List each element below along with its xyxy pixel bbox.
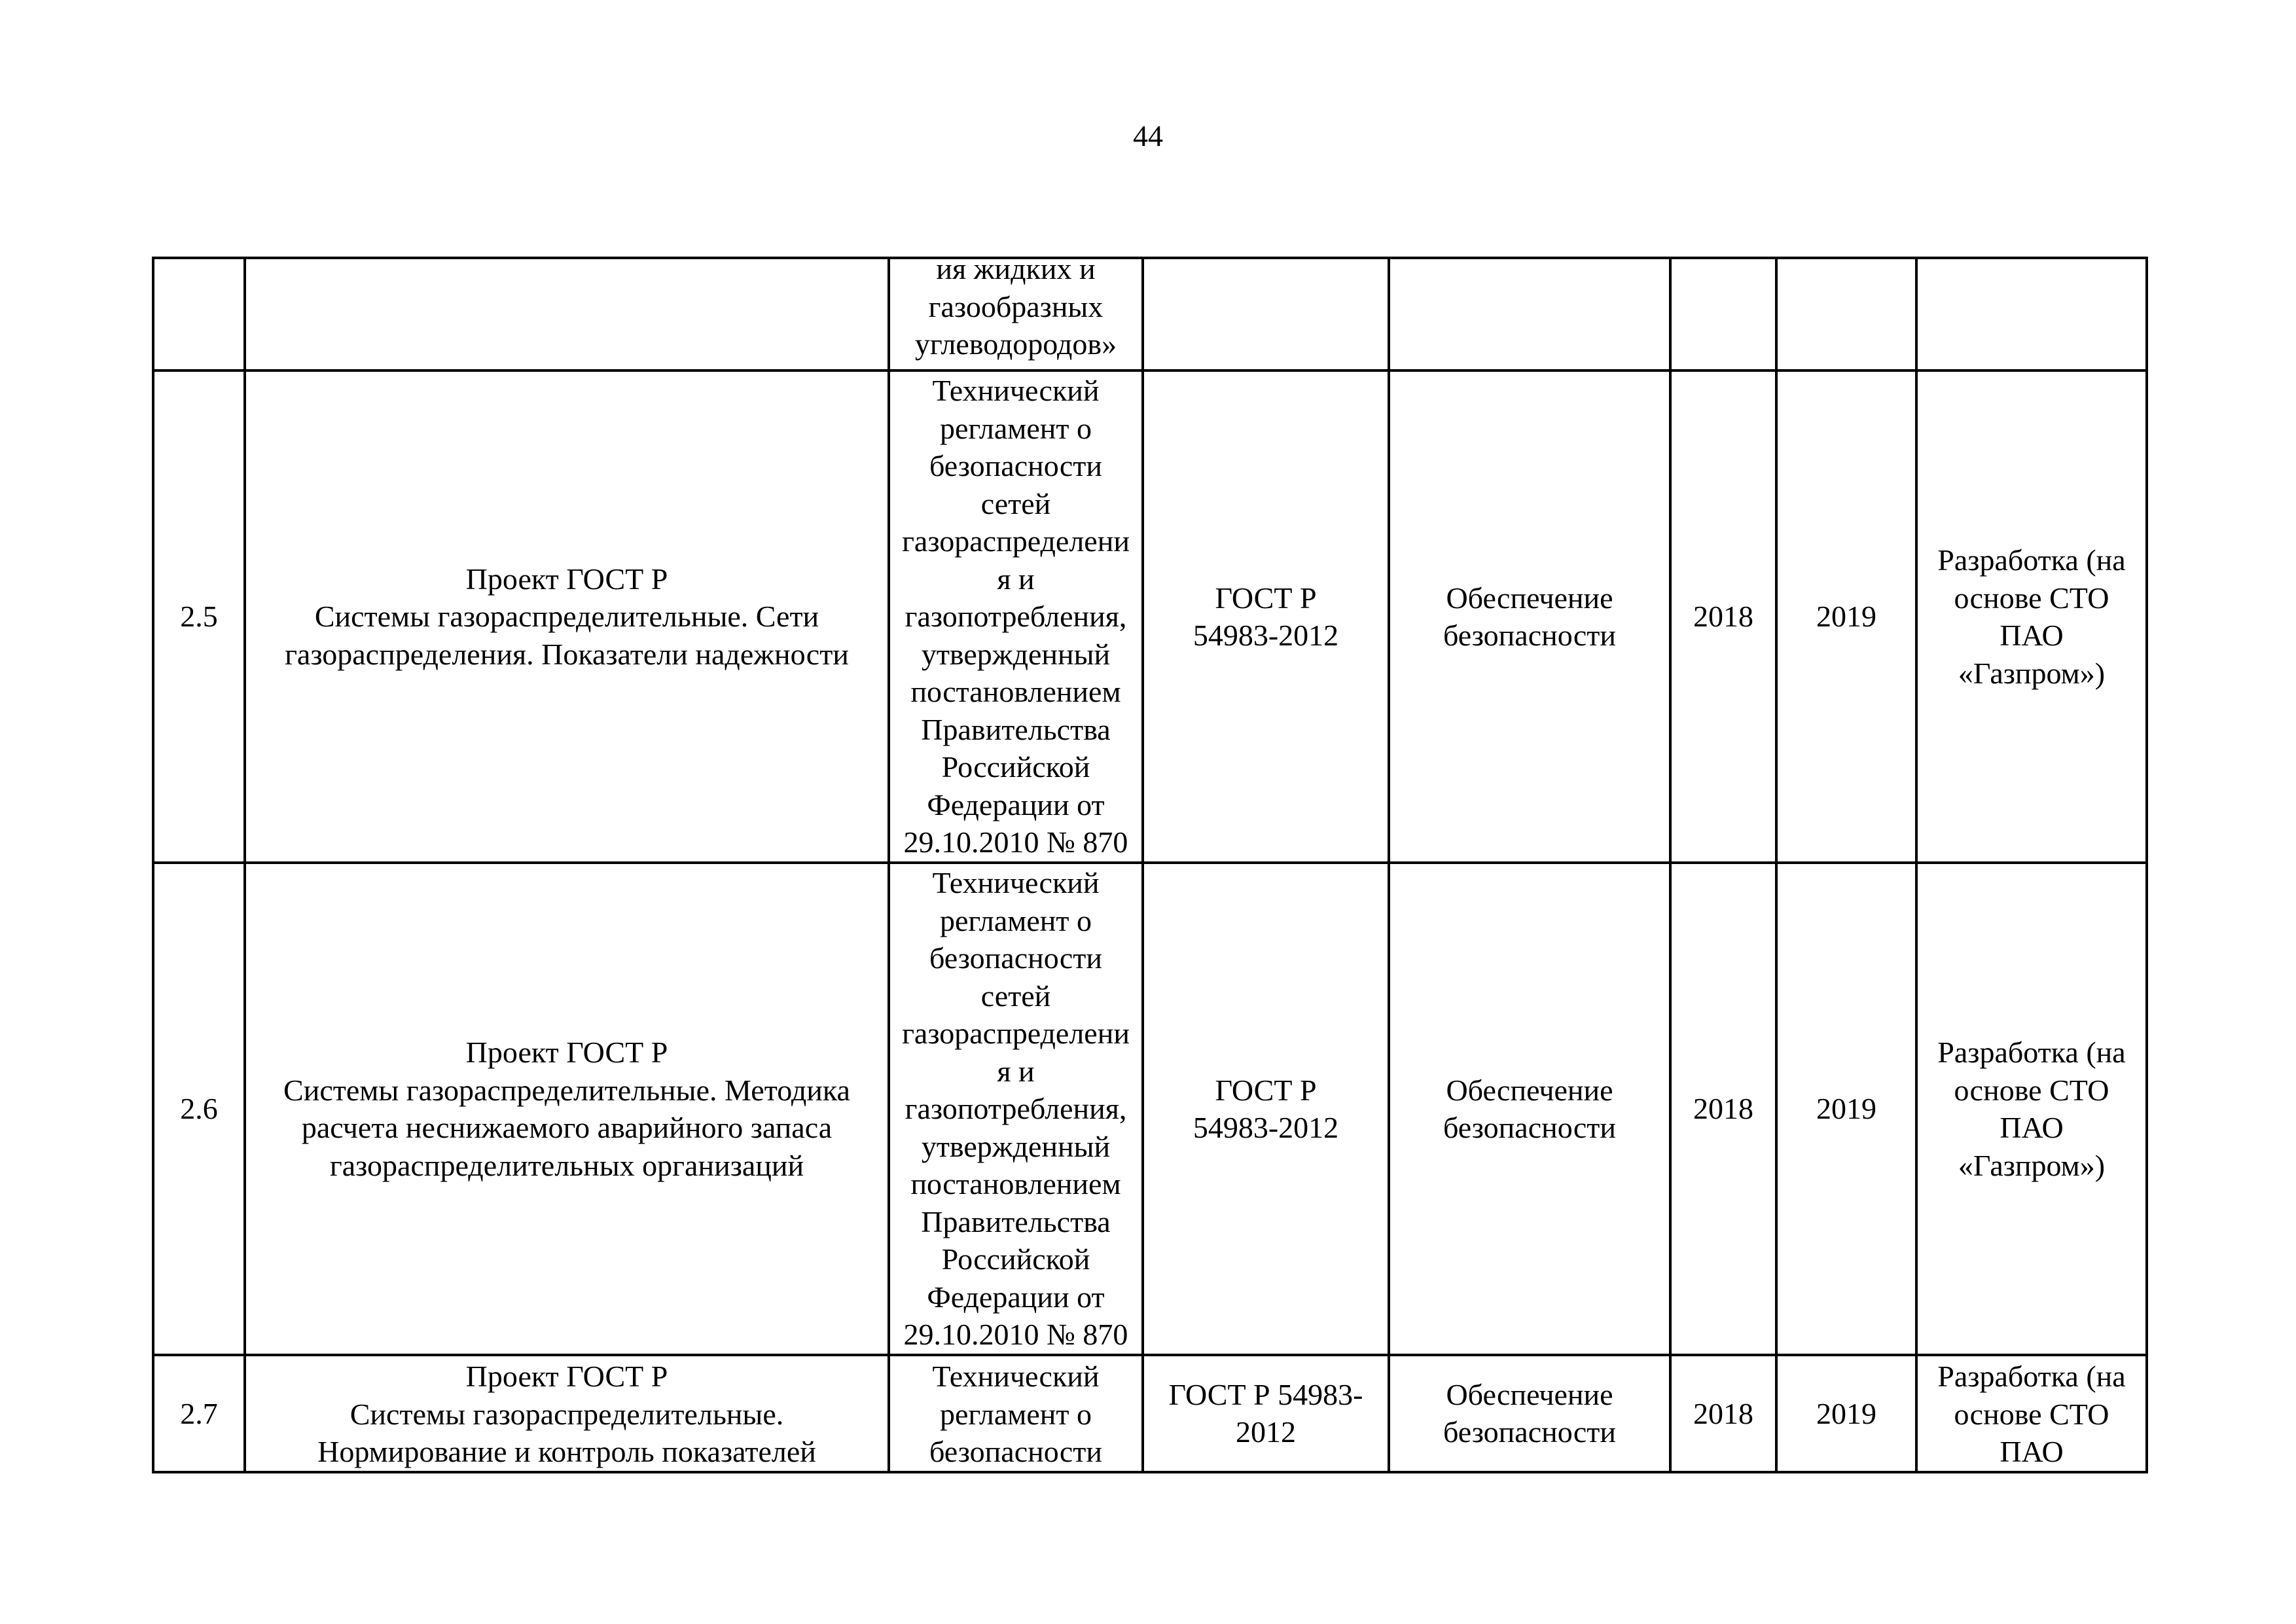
standards-table [152, 257, 2148, 1473]
cell-end-year: 2019 [1776, 1355, 1916, 1472]
regulation-line: газопотребления, [905, 600, 1127, 634]
standard-line: ГОСТ Р [1215, 1073, 1317, 1107]
standard-line: ГОСТ Р [1215, 581, 1317, 615]
purpose-line: безопасности [1443, 1111, 1617, 1144]
cell-basis [1916, 370, 2147, 863]
regulation-line: постановлением [910, 675, 1121, 709]
regulation-line: безопасности [929, 941, 1103, 975]
page-number: 44 [1133, 119, 1163, 153]
regulation-line: сетей [980, 979, 1051, 1013]
cell-title [245, 863, 889, 1355]
cell-regulation [889, 370, 1143, 863]
purpose-line: Обеспечение [1446, 1073, 1613, 1107]
cell-basis [1916, 863, 2147, 1355]
title-line: расчета неснижаемого аварийного запаса [301, 1111, 833, 1144]
regulation-line: я и [997, 562, 1035, 596]
regulation-line: я и [997, 1054, 1035, 1088]
title-line: Системы газораспределительные. [350, 1397, 784, 1431]
table-row-continuation [153, 258, 2147, 370]
basis-line: Разработка (на [1937, 1036, 2126, 1069]
title-line: Проект ГОСТ Р [465, 1036, 668, 1069]
basis-line: основе СТО [1954, 581, 2109, 615]
cell-regulation [889, 1355, 1143, 1472]
cell-standard [1143, 258, 1389, 370]
regulation-line: Федерации от [927, 1280, 1105, 1314]
regulation-line: Правительства [921, 712, 1111, 746]
regulation-line: регламент о [939, 903, 1092, 937]
title-line: Нормирование и контроль показателей [317, 1435, 816, 1468]
table-row [153, 370, 2147, 863]
purpose-line: безопасности [1443, 1415, 1617, 1449]
basis-line: «Газпром») [1958, 1148, 2106, 1182]
table-row [153, 863, 2147, 1355]
regulation-line: ия жидких и [936, 258, 1096, 285]
regulation-line: безопасности [929, 449, 1103, 483]
regulation-line: постановлением [910, 1167, 1121, 1201]
cell-num: 2.6 [153, 863, 245, 1355]
title-line: газораспределительных организаций [329, 1148, 804, 1182]
regulation-line: утвержденный [921, 637, 1111, 671]
purpose-line: Обеспечение [1446, 581, 1613, 615]
cell-start-year [1670, 258, 1776, 370]
cell-purpose [1389, 863, 1670, 1355]
cell-title [245, 258, 889, 370]
title-line: газораспределения. Показатели надежности [285, 637, 849, 671]
regulation-line: безопасности [929, 1435, 1103, 1468]
regulation-line: газораспределени [902, 524, 1130, 558]
basis-line: Разработка (на [1937, 1360, 2126, 1393]
cell-standard [1143, 370, 1389, 863]
basis-line: основе СТО [1954, 1073, 2109, 1107]
title-line: Системы газораспределительные. Методика [283, 1073, 850, 1107]
cell-basis [1916, 258, 2147, 370]
cell-standard [1143, 1355, 1389, 1472]
title-line: Проект ГОСТ Р [465, 1360, 668, 1393]
basis-line: ПАО [2000, 1111, 2064, 1144]
basis-line: ПАО [2000, 619, 2064, 652]
table-row [153, 1355, 2147, 1472]
regulation-line: газораспределени [902, 1017, 1130, 1051]
cell-start-year: 2018 [1670, 1355, 1776, 1472]
regulation-line: регламент о [939, 1397, 1092, 1431]
standard-line: 2012 [1236, 1415, 1296, 1449]
cell-title [245, 370, 889, 863]
regulation-line: газообразных [928, 289, 1103, 323]
purpose-line: безопасности [1443, 619, 1617, 652]
title-line: Проект ГОСТ Р [465, 562, 668, 596]
regulation-line: 29.10.2010 № 870 [903, 1318, 1128, 1352]
title-line: Системы газораспределительные. Сети [314, 600, 819, 634]
purpose-line: Обеспечение [1446, 1377, 1613, 1411]
cell-end-year [1776, 258, 1916, 370]
cell-num: 2.7 [153, 1355, 245, 1472]
cell-regulation [889, 863, 1143, 1355]
basis-line: «Газпром») [1958, 656, 2106, 690]
cell-regulation [889, 258, 1143, 370]
cell-num [153, 258, 245, 370]
regulation-line: регламент о [939, 411, 1092, 445]
regulation-line: газопотребления, [905, 1092, 1127, 1126]
standard-line: 54983-2012 [1193, 619, 1339, 652]
regulation-line: углеводородов» [914, 327, 1117, 361]
basis-line: основе СТО [1954, 1397, 2109, 1431]
basis-line: Разработка (на [1937, 543, 2126, 577]
regulation-line: Федерации от [927, 787, 1105, 821]
cell-start-year: 2018 [1670, 863, 1776, 1355]
regulation-line: сетей [980, 486, 1051, 520]
basis-line: ПАО [2000, 1435, 2064, 1468]
cell-title [245, 1355, 889, 1472]
regulation-line: 29.10.2010 № 870 [903, 825, 1128, 859]
regulation-line: Российской [941, 1242, 1090, 1276]
cell-end-year: 2019 [1776, 863, 1916, 1355]
regulation-line: утвержденный [921, 1129, 1111, 1163]
cell-start-year: 2018 [1670, 370, 1776, 863]
cell-standard [1143, 863, 1389, 1355]
cell-purpose [1389, 370, 1670, 863]
standard-line: 54983-2012 [1193, 1111, 1339, 1144]
cell-num: 2.5 [153, 370, 245, 863]
regulation-line: Технический [932, 1360, 1100, 1393]
cell-purpose [1389, 1355, 1670, 1472]
cell-purpose [1389, 258, 1670, 370]
regulation-line: Российской [941, 750, 1090, 784]
cell-end-year: 2019 [1776, 370, 1916, 863]
regulation-line: Технический [932, 374, 1100, 408]
standard-line: ГОСТ Р 54983- [1168, 1377, 1363, 1411]
regulation-line: Правительства [921, 1204, 1111, 1238]
regulation-line: Технический [932, 866, 1100, 900]
cell-basis [1916, 1355, 2147, 1472]
